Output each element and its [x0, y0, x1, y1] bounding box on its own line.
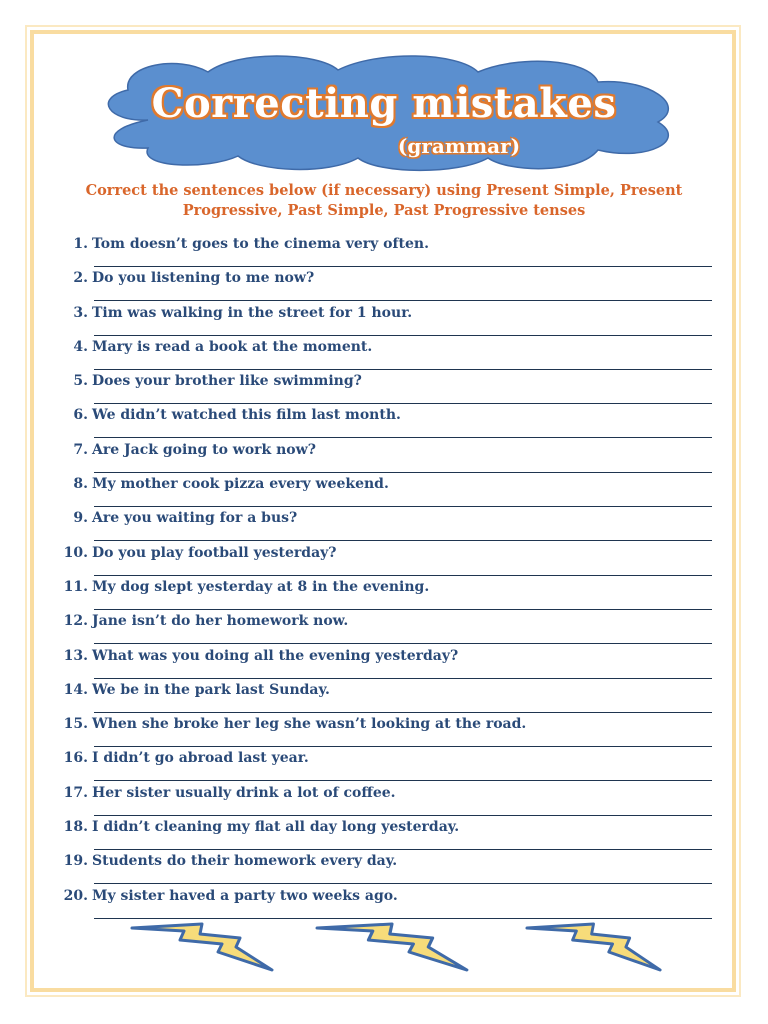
- sentence-item: [60, 270, 720, 304]
- answer-line[interactable]: [94, 609, 712, 610]
- sentence-number: 12.: [63, 613, 88, 630]
- answer-line[interactable]: [94, 506, 712, 507]
- answer-line[interactable]: [94, 403, 712, 404]
- sentence-text: I didn’t go abroad last year.: [92, 750, 309, 767]
- sentence-item: [60, 579, 720, 613]
- sentence-number: 19.: [63, 853, 88, 870]
- sentence-item: [60, 442, 720, 476]
- sentence-text: My sister haved a party two weeks ago.: [92, 887, 398, 904]
- sentence-text: Does your brother like swimming?: [92, 373, 362, 390]
- sentence-number: 11.: [63, 578, 88, 595]
- sentence-number: 8.: [73, 476, 88, 493]
- sentence-item: [60, 339, 720, 373]
- sentence-item: [60, 236, 720, 270]
- sentence-item: [60, 750, 720, 784]
- answer-line[interactable]: [94, 335, 712, 336]
- sentence-text: Tim was walking in the street for 1 hour.: [92, 304, 413, 321]
- sentence-text: Students do their homework every day.: [92, 853, 398, 870]
- sentence-number: 7.: [73, 441, 88, 458]
- sentence-number: 2.: [73, 270, 88, 287]
- sentence-number: 15.: [63, 716, 88, 733]
- answer-line[interactable]: [94, 678, 712, 679]
- sentence-text: Do you play football yesterday?: [92, 544, 337, 561]
- sentence-item: [60, 648, 720, 682]
- sentence-number: 13.: [63, 647, 88, 664]
- sentence-number: 6.: [73, 407, 88, 424]
- sentence-number: 1.: [73, 236, 88, 252]
- sentence-text: What was you doing all the evening yesterday?: [92, 647, 459, 664]
- page-title: Correcting mistakes: [151, 80, 617, 127]
- sentence-item: [60, 545, 720, 579]
- sentence-item: [60, 373, 720, 407]
- sentence-text: I didn’t cleaning my flat all day long yesterday.: [92, 819, 460, 836]
- sentence-item: [60, 476, 720, 510]
- sentence-text: Her sister usually drink a lot of coffee.: [92, 784, 396, 801]
- answer-line[interactable]: [94, 883, 712, 884]
- sentence-text: Do you listening to me now?: [92, 270, 315, 287]
- lightning-bolt-icon: [315, 922, 470, 974]
- sentence-number: 9.: [73, 510, 88, 527]
- sentence-item: [60, 510, 720, 544]
- sentence-number: 4.: [73, 338, 88, 355]
- answer-line[interactable]: [94, 918, 712, 919]
- sentence-number: 18.: [63, 819, 88, 836]
- sentence-text: Are Jack going to work now?: [92, 441, 316, 458]
- sentence-list: [60, 236, 720, 922]
- instructions-text: Correct the sentences below (if necessary) using Present Simple, Present Progressive, Past Simple, Past Progressive tenses: [85, 182, 683, 219]
- lightning-bolt-icon: [525, 922, 663, 974]
- sentence-number: 17.: [63, 784, 88, 801]
- lightning-bolt-icon: [130, 922, 275, 974]
- answer-line[interactable]: [94, 643, 712, 644]
- sentence-number: 10.: [63, 544, 88, 561]
- sentence-text: Tom doesn’t goes to the cinema very often.: [92, 236, 429, 252]
- answer-line[interactable]: [94, 369, 712, 370]
- sentence-number: 14.: [63, 681, 88, 698]
- sentence-item: [60, 305, 720, 339]
- sentence-number: 3.: [73, 304, 88, 321]
- sentence-text: My mother cook pizza every weekend.: [92, 476, 389, 493]
- answer-line[interactable]: [94, 746, 712, 747]
- sentence-text: When she broke her leg she wasn’t looking at the road.: [92, 716, 527, 733]
- answer-line[interactable]: [94, 575, 712, 576]
- sentence-item: [60, 716, 720, 750]
- sentence-number: 16.: [63, 750, 88, 767]
- sentence-text: We didn’t watched this film last month.: [92, 407, 401, 424]
- sentence-item: [60, 853, 720, 887]
- answer-line[interactable]: [94, 815, 712, 816]
- answer-line[interactable]: [94, 300, 712, 301]
- sentence-item: [60, 682, 720, 716]
- sentence-text: Are you waiting for a bus?: [92, 510, 298, 527]
- answer-line[interactable]: [94, 712, 712, 713]
- sentence-text: Jane isn’t do her homework now.: [92, 613, 349, 630]
- answer-line[interactable]: [94, 780, 712, 781]
- sentence-text: Mary is read a book at the moment.: [92, 338, 373, 355]
- answer-line[interactable]: [94, 266, 712, 267]
- sentence-item: [60, 888, 720, 922]
- sentence-text: My dog slept yesterday at 8 in the evening.: [92, 578, 430, 595]
- page-subtitle: (grammar): [397, 134, 521, 158]
- sentence-item: [60, 613, 720, 647]
- sentence-number: 5.: [73, 373, 88, 390]
- answer-line[interactable]: [94, 472, 712, 473]
- sentence-item: [60, 785, 720, 819]
- sentence-item: [60, 407, 720, 441]
- answer-line[interactable]: [94, 849, 712, 850]
- sentence-text: We be in the park last Sunday.: [92, 681, 330, 698]
- answer-line[interactable]: [94, 540, 712, 541]
- sentence-number: 20.: [63, 887, 88, 904]
- sentence-item: [60, 819, 720, 853]
- answer-line[interactable]: [94, 437, 712, 438]
